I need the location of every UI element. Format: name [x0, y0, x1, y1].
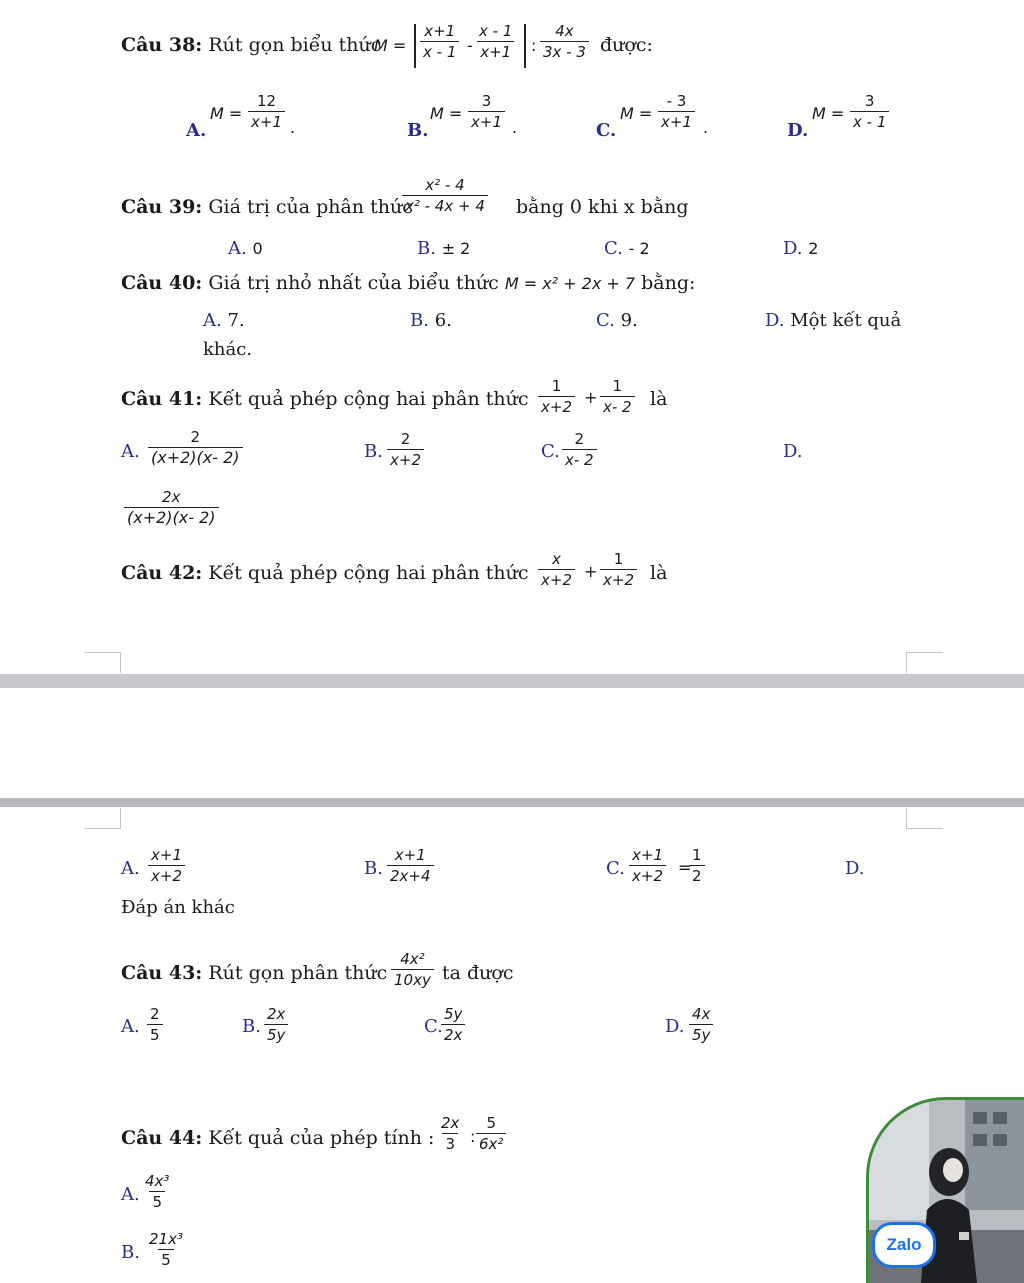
- q43-opt-c-label[interactable]: C.: [424, 1016, 443, 1037]
- q41-opt-c-frac: $\frac{2}{x- 2}$: [562, 430, 597, 469]
- q41-opt-a-frac: $\frac{2}{(x+2)(x- 2)}$: [148, 428, 243, 467]
- q38-opt-c-m: M =: [620, 104, 653, 123]
- q40-opt-d[interactable]: D. Một kết quả: [765, 310, 902, 331]
- q38-opt-b-label[interactable]: B.: [407, 120, 429, 141]
- q38-opt-a-label[interactable]: A.: [186, 120, 207, 141]
- q38-opt-b-frac: $\frac{3}{x+1}$: [468, 92, 505, 131]
- q38-frac3: $\frac{4x}{3x - 3}$: [540, 22, 589, 61]
- q38-opt-b-end: .: [512, 118, 518, 137]
- q41-opt-d-frac: $\frac{2x}{(x+2)(x- 2)}$: [124, 488, 219, 527]
- q42-opt-a-label[interactable]: A.: [121, 858, 140, 879]
- q42-opt-c-eq: =: [678, 858, 692, 877]
- q42-frac2: $\frac{1}{x+2}$: [600, 550, 637, 589]
- q44-label: Câu 44:: [121, 1127, 203, 1149]
- q39-tail: bằng 0 khi x bằng: [516, 196, 689, 218]
- q42-frac1: $\frac{x}{x+2}$: [538, 550, 575, 589]
- q41-text: Kết quả phép cộng hai phân thức: [208, 388, 529, 410]
- q44-opt-a-frac: $\frac{\text{4x³}}{5}$: [145, 1172, 170, 1211]
- q41-opt-b-frac: $\frac{2}{x+2}$: [387, 430, 424, 469]
- q43-opt-d-label[interactable]: D.: [665, 1016, 685, 1037]
- q42-opt-c-frac: $\frac{x+1}{x+2}$: [629, 846, 666, 885]
- q39-opt-c[interactable]: C. - 2: [604, 238, 650, 259]
- q44-frac1: $\frac{2x}{3}$: [441, 1114, 460, 1153]
- q43-frac: $\frac{\text{4x²}}{10xy}$: [391, 950, 434, 989]
- q43-opt-b-frac: $\frac{2x}{5y}$: [264, 1005, 288, 1044]
- q38-opt-d-label[interactable]: D.: [787, 120, 809, 141]
- q39-opt-d[interactable]: D. 2: [783, 238, 819, 259]
- q41-tail: là: [650, 388, 668, 410]
- q38-opt-a-m: M =: [210, 104, 243, 123]
- q41-frac2: $\frac{1}{x- 2}$: [600, 377, 635, 416]
- q44-text: Kết quả của phép tính :: [208, 1127, 435, 1149]
- q42-opt-b-label[interactable]: B.: [364, 858, 383, 879]
- q43-opt-a-frac: $\frac{2}{5}$: [147, 1005, 163, 1044]
- q38-text: Rút gọn biểu thức: [208, 34, 382, 56]
- q39-stem: [121, 196, 413, 218]
- q38-label: Câu 38:: [121, 34, 203, 56]
- q42-stem: [121, 562, 529, 584]
- page-corner-top-left: [84, 652, 121, 673]
- q42-opt-a-frac: $\frac{x+1}{x+2}$: [148, 846, 185, 885]
- q43-stem: [121, 962, 387, 984]
- q38-opt-d-frac: $\frac{3}{x - 1}$: [850, 92, 889, 131]
- q38-lhs: M =: [374, 36, 407, 55]
- q39-label: Câu 39:: [121, 196, 203, 218]
- q38-frac1: $\frac{x+1}{x - 1}$: [420, 22, 459, 61]
- q43-tail: ta được: [442, 962, 514, 984]
- q41-opt-c-label[interactable]: C.: [541, 441, 560, 462]
- q44-stem: [121, 1127, 434, 1149]
- q42-plus: +: [584, 562, 598, 581]
- q41-frac1: $\frac{1}{x+2}$: [538, 377, 575, 416]
- q38-stem: [121, 34, 381, 56]
- q42-opt-b-frac: $\frac{x+1}{2x+4}$: [387, 846, 434, 885]
- q38-tail: được:: [600, 34, 653, 56]
- q38-opt-c-end: .: [703, 118, 709, 137]
- q41-plus: +: [584, 388, 598, 407]
- q41-opt-d-label[interactable]: D.: [783, 441, 803, 462]
- q38-frac2: $\frac{x - 1}{x+1}$: [479, 22, 513, 61]
- page-break-band-top: [0, 674, 1024, 688]
- q42-opt-d-text: Đáp án khác: [121, 897, 235, 918]
- q40-tail: bằng:: [641, 272, 696, 294]
- q39-opt-a[interactable]: A. 0: [228, 238, 263, 259]
- q41-opt-b-label[interactable]: B.: [364, 441, 383, 462]
- q41-opt-a-label[interactable]: A.: [121, 441, 140, 462]
- q38-opt-d-m: M =: [812, 104, 845, 123]
- q42-opt-c-frac2: $\frac{1}{2}$: [689, 846, 705, 885]
- q42-tail: là: [650, 562, 668, 584]
- zalo-badge[interactable]: [872, 1222, 936, 1268]
- q40-stem: [121, 272, 695, 294]
- q40-label: Câu 40:: [121, 272, 203, 294]
- q38-opt-c-label[interactable]: C.: [596, 120, 617, 141]
- q39-text: Giá trị của phân thức: [208, 196, 413, 218]
- q43-opt-c-frac: $\frac{5y}{2x}$: [441, 1005, 465, 1044]
- q39-frac: $\frac{\text{x² - 4}}{\text{x² - 4x + 4}}$: [402, 176, 488, 215]
- q38-opt-b-m: M =: [430, 104, 463, 123]
- q42-opt-d-label[interactable]: D.: [845, 858, 865, 879]
- page-break-band-bottom: [0, 798, 1024, 807]
- q38-div: :: [531, 36, 537, 55]
- q43-opt-d-frac: $\frac{4x}{5y}$: [689, 1005, 713, 1044]
- q38-opt-c-frac: $\frac{- 3}{x+1}$: [658, 92, 695, 131]
- q38-opt-a-frac: $\frac{12}{x+1}$: [248, 92, 285, 131]
- page-corner-bottom-left: [84, 808, 121, 829]
- q40-opt-a[interactable]: A. 7.: [203, 310, 245, 331]
- q39-opt-b[interactable]: B. ± 2: [417, 238, 471, 259]
- q41-label: Câu 41:: [121, 388, 203, 410]
- q40-text: Giá trị nhỏ nhất của biểu thức: [208, 272, 499, 294]
- q44-opt-b-label[interactable]: B.: [121, 1242, 140, 1263]
- q40-opt-c[interactable]: C. 9.: [596, 310, 638, 331]
- q42-label: Câu 42:: [121, 562, 203, 584]
- q38-abs-right: [524, 24, 526, 68]
- q42-text: Kết quả phép cộng hai phân thức: [208, 562, 529, 584]
- q43-label: Câu 43:: [121, 962, 203, 984]
- q44-opt-b-frac: $\frac{\text{21x³}}{5}$: [149, 1230, 183, 1269]
- q44-opt-a-label[interactable]: A.: [121, 1184, 140, 1205]
- q40-expr: M = x² + 2x + 7: [504, 274, 636, 293]
- q40-opt-d-wrap: khác.: [203, 339, 253, 360]
- q41-stem: [121, 388, 529, 410]
- q43-text: Rút gọn phân thức: [208, 962, 388, 984]
- q43-opt-b-label[interactable]: B.: [242, 1016, 261, 1037]
- q44-frac2: $\frac{5}{\text{6x²}}$: [476, 1114, 506, 1153]
- zalo-badge-text: Zalo: [886, 1235, 922, 1254]
- page-corner-bottom-right: [906, 808, 943, 829]
- page-corner-top-right: [906, 652, 943, 673]
- q40-opt-b[interactable]: B. 6.: [410, 310, 452, 331]
- q44-div: :: [470, 1127, 476, 1146]
- q43-opt-a-label[interactable]: A.: [121, 1016, 140, 1037]
- q42-opt-c-label[interactable]: C.: [606, 858, 625, 879]
- q38-opt-a-end: .: [290, 118, 296, 137]
- q38-abs-left: [414, 24, 416, 68]
- q38-minus: -: [467, 36, 473, 55]
